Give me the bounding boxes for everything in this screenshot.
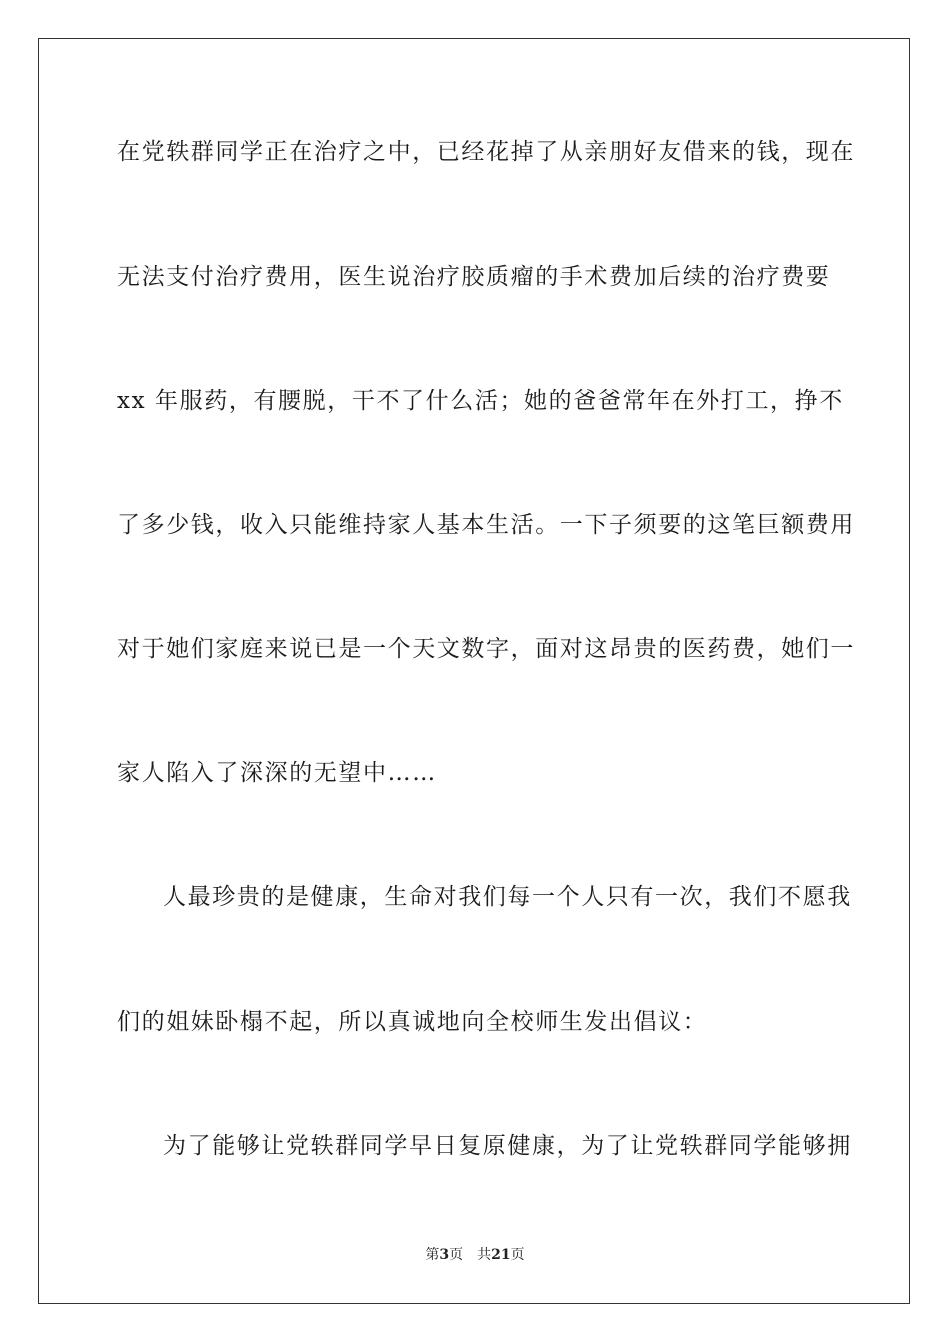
page-border (38, 38, 910, 1304)
footer-total-suffix: 页 (510, 1247, 525, 1263)
footer-total-prefix: 共 (477, 1247, 492, 1263)
footer-page-prefix: 第 (425, 1247, 440, 1263)
footer-page-suffix: 页 (449, 1247, 464, 1263)
page-footer (0, 1245, 950, 1265)
body-line-1: 在党轶群同学正在治疗之中，已经花掉了从亲朋好友借来的钱，现在 (117, 139, 855, 165)
body-line-3: xx 年服药，有腰脱，干不了什么活；她的爸爸常年在外打工，挣不 (117, 388, 844, 414)
body-line-6: 家人陷入了深深的无望中…… (117, 760, 437, 786)
body-line-2: 无法支付治疗费用，医生说治疗胶质瘤的手术费加后续的治疗费要 (117, 264, 831, 290)
body-line-5: 对于她们家庭来说已是一个天文数字，面对这昂贵的医药费，她们一 (117, 636, 855, 662)
footer-total-pages: 21 (491, 1247, 511, 1263)
body-line-7-paragraph-start: 人最珍贵的是健康，生命对我们每一个人只有一次，我们不愿我 (163, 884, 852, 910)
body-line-9-paragraph-start: 为了能够让党轶群同学早日复原健康，为了让党轶群同学能够拥 (163, 1133, 852, 1159)
body-line-4: 了多少钱，收入只能维持家人基本生活。一下子须要的这笔巨额费用 (117, 512, 855, 538)
footer-page-number: 3 (439, 1247, 450, 1263)
body-line-8: 们的姐妹卧榻不起，所以真诚地向全校师生发出倡议： (117, 1009, 708, 1035)
